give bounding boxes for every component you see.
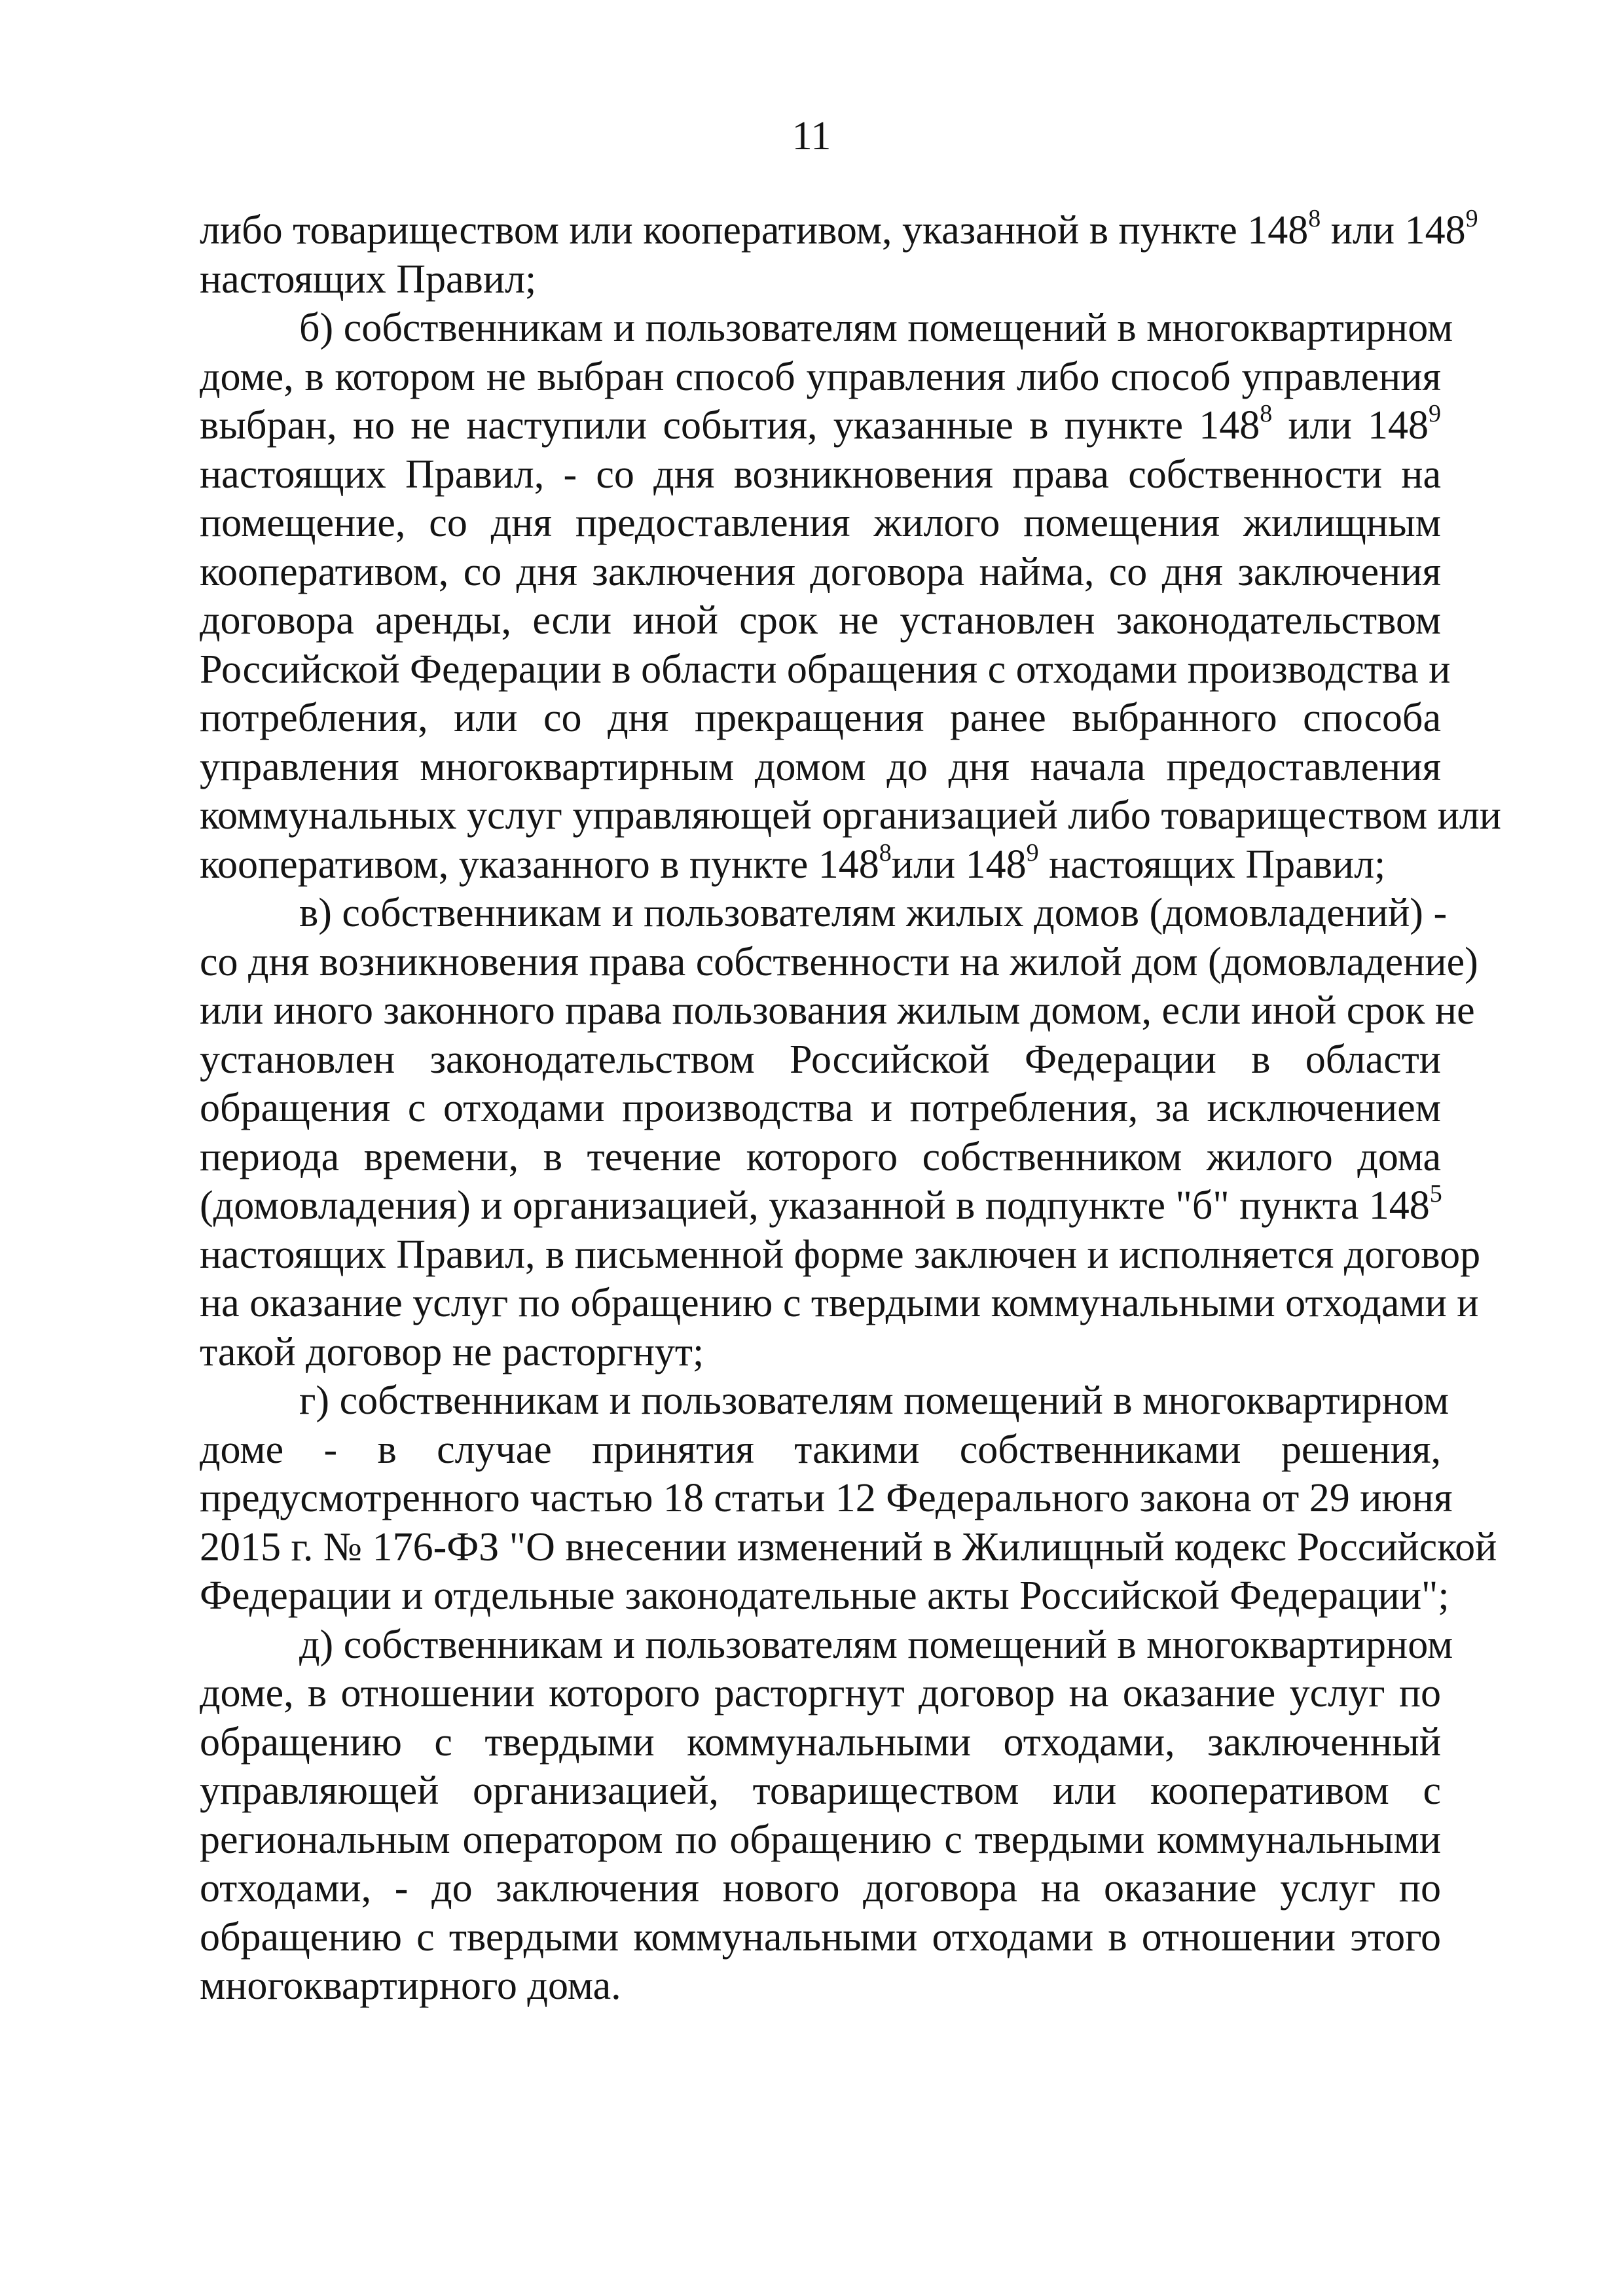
text-line: на оказание услуг по обращению с твердыми коммунальными отходами и xyxy=(200,1281,1479,1325)
text-line: потребления, или со дня прекращения ранее выбранного способа xyxy=(200,696,1441,740)
text-line: доме, в отношении которого расторгнут договор на оказание услуг по xyxy=(200,1671,1441,1715)
text-line: многоквартирного дома. xyxy=(200,1964,621,2008)
text-line: доме - в случае принятия такими собственниками решения, xyxy=(200,1427,1441,1472)
text-line: Российской Федерации в области обращения с отходами производства и xyxy=(200,647,1451,692)
text-line: обращения с отходами производства и потребления, за исключением xyxy=(200,1086,1441,1130)
text-line: настоящих Правил, в письменной форме заключен и исполняется договор xyxy=(200,1232,1481,1277)
text-line: обращению с твердыми коммунальными отходами в отношении этого xyxy=(200,1914,1441,1960)
text-line: отходами, - до заключения нового договора на оказание услуг по xyxy=(200,1866,1441,1910)
text-line: управляющей организацией, товариществом или кооперативом с xyxy=(200,1768,1441,1813)
text-line: (домовладения) и организацией, указанной в подпункте "б" пункта $148^5$ xyxy=(200,1180,1442,1228)
page-number: 11 xyxy=(792,114,831,158)
text-line: со дня возникновения права собственности на жилой дом (домовладение) xyxy=(200,939,1478,984)
document-body xyxy=(200,205,1501,2011)
text-line: периода времени, в течение которого собственником жилого дома xyxy=(200,1134,1441,1179)
text-line: настоящих Правил; xyxy=(200,257,537,302)
text-line: предусмотренного частью 18 статьи 12 Федерального закона от 29 июня xyxy=(200,1476,1453,1520)
text-line: коммунальных услуг управляющей организацией либо товариществом или xyxy=(200,793,1501,838)
text-line: кооперативом, указанного в пункте $148^8или$ $148^9$ настоящих Правил; xyxy=(200,838,1386,887)
paragraph-b-start: б) собственникам и пользователям помещений в многоквартирном xyxy=(299,306,1453,350)
paragraph-v-start: в) собственникам и пользователям жилых домов (домовладений) - xyxy=(299,891,1448,935)
text-line: доме, в котором не выбран способ управления либо способ управления xyxy=(200,354,1441,399)
text-line: настоящих Правил, - со дня возникновения права собственности на xyxy=(200,452,1441,497)
text-line: установлен законодательством Российской Федерации в области xyxy=(200,1037,1441,1082)
text-line: обращению с твердыми коммунальными отходами, заключенный xyxy=(200,1719,1441,1765)
text-line: либо товариществом или кооперативом, указанной в пункте $148^8$ или $148^9$ xyxy=(200,205,1478,253)
text-line: 2015 г. № 176-ФЗ "О внесении изменений в Жилищный кодекс Российской xyxy=(200,1524,1497,1570)
paragraph-d-start: д) собственникам и пользователям помещений в многоквартирном xyxy=(299,1622,1453,1667)
text-line: выбран, но не наступили события, указанные в пункте $148^8$ или $148^9$ xyxy=(200,400,1441,448)
text-line: региональным оператором по обращению с твердыми коммунальными xyxy=(200,1817,1441,1862)
text-line: договора аренды, если иной срок не установлен законодательством xyxy=(200,598,1441,643)
text-line: или иного законного права пользования жилым домом, если иной срок не xyxy=(200,988,1475,1033)
text-line: управления многоквартирным домом до дня начала предоставления xyxy=(200,744,1441,789)
text-line: кооперативом, со дня заключения договора найма, со дня заключения xyxy=(200,549,1441,594)
text-line: такой договор не расторгнут; xyxy=(200,1329,704,1374)
paragraph-g-start: г) собственникам и пользователям помещений в многоквартирном xyxy=(299,1378,1450,1423)
text-line: Федерации и отдельные законодательные акты Российской Федерации"; xyxy=(200,1573,1450,1618)
text-line: помещение, со дня предоставления жилого помещения жилищным xyxy=(200,501,1441,545)
